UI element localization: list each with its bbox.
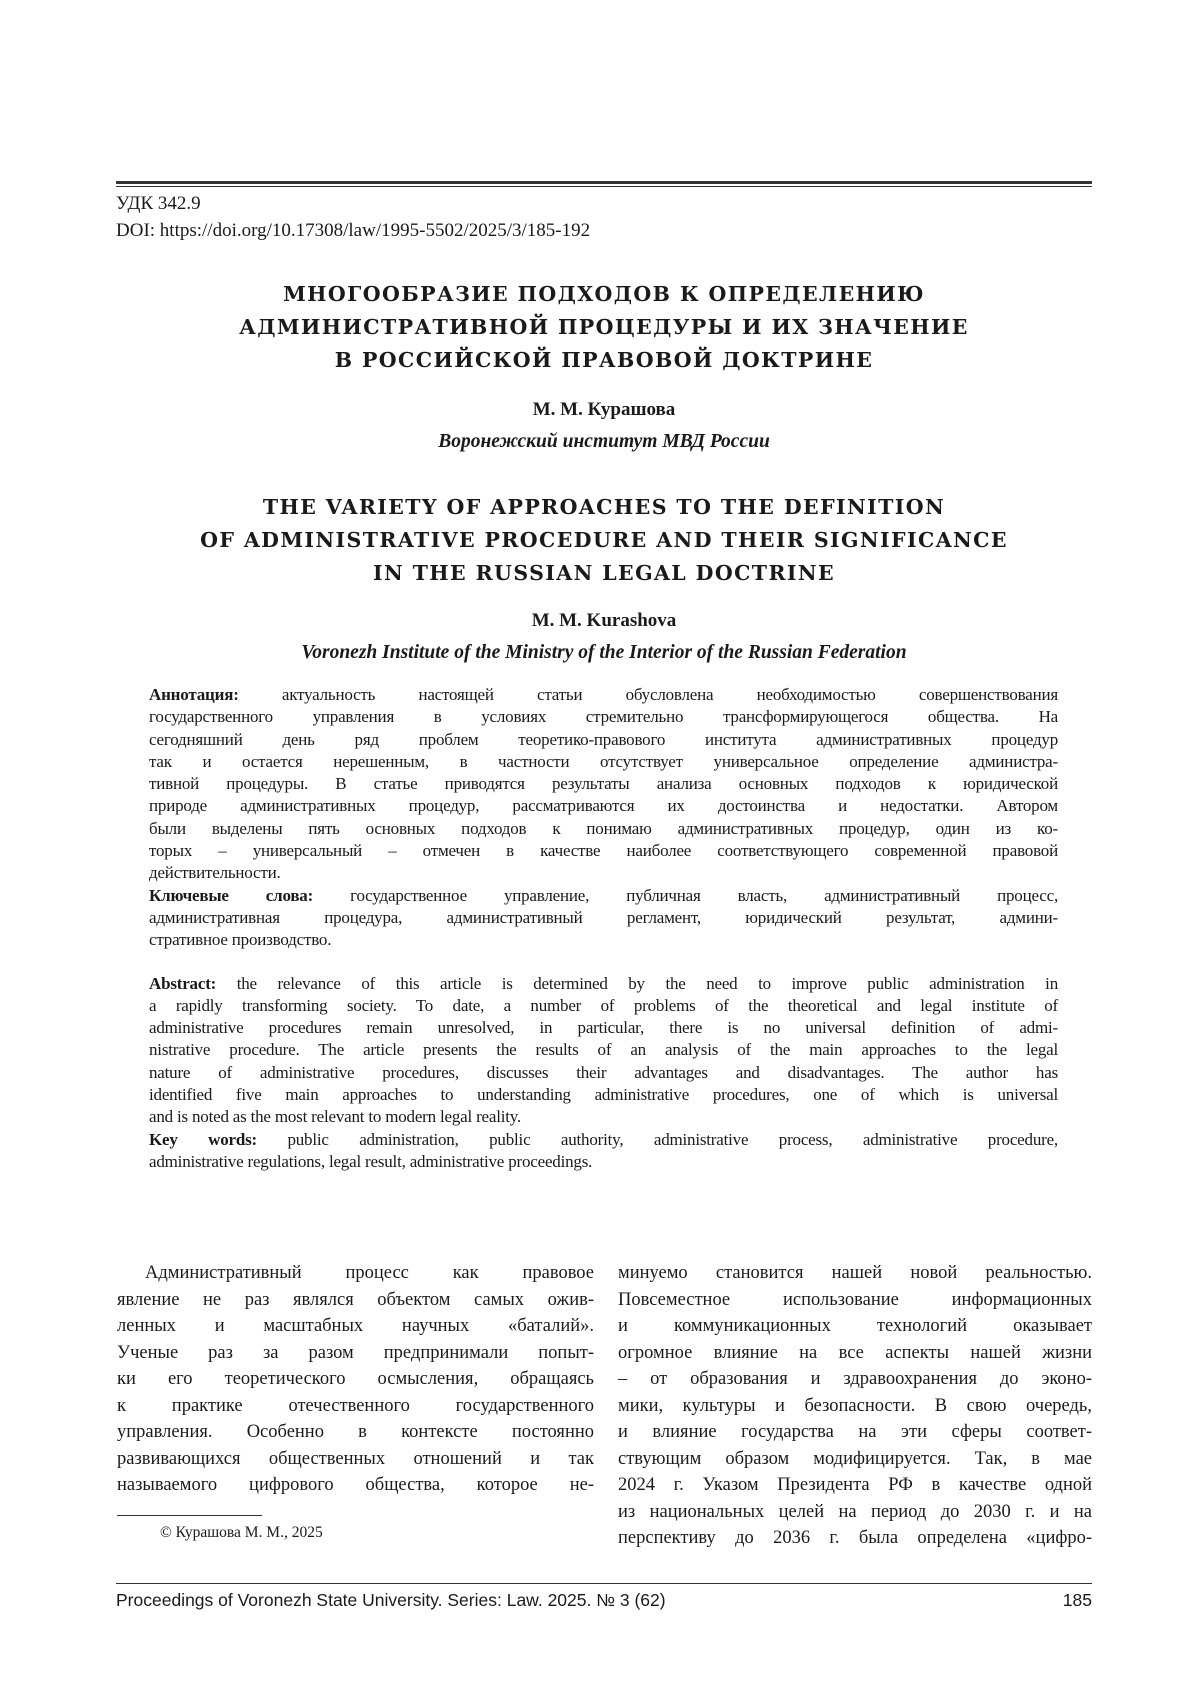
title-ru-line: В РОССИЙСКОЙ ПРАВОВОЙ ДОКТРИНЕ bbox=[116, 344, 1092, 377]
title-ru bbox=[116, 278, 1092, 377]
line-text: стративное производство. bbox=[149, 930, 331, 949]
header-rule bbox=[116, 181, 1092, 184]
body-column-right bbox=[618, 1260, 1092, 1552]
body-line: Административный процесс как правовое bbox=[117, 1260, 594, 1287]
body-line: перспективу до 2036 г. была определена «цифро- bbox=[618, 1525, 1092, 1552]
body-line: 2024 г. Указом Президента РФ в качестве одной bbox=[618, 1472, 1092, 1499]
text-line bbox=[149, 929, 1058, 951]
line-text: and is noted as the most relevant to modern legal reality. bbox=[149, 1107, 521, 1126]
abstract-section bbox=[149, 973, 1058, 1129]
text-line bbox=[149, 706, 1058, 728]
body-line: Повсеместное использование информационных bbox=[618, 1287, 1092, 1314]
text-line bbox=[149, 773, 1058, 795]
body-line: минуемо становится нашей новой реальностью. bbox=[618, 1260, 1092, 1287]
title-en-line: OF ADMINISTRATIVE PROCEDURE AND THEIR SIGNIFICANCE bbox=[116, 524, 1092, 557]
page-number: 185 bbox=[1063, 1590, 1092, 1611]
line-text: государственного управления в условиях стремительно трансформирующегося общества. На bbox=[149, 707, 1058, 726]
text-line bbox=[149, 1106, 1058, 1128]
text-line bbox=[149, 885, 1058, 907]
body-line: явление не раз являлся объектом самых ожив- bbox=[117, 1287, 594, 1314]
text-line bbox=[149, 1062, 1058, 1084]
line-text: administrative regulations, legal result, administrative proceedings. bbox=[149, 1152, 592, 1171]
text-line bbox=[149, 1039, 1058, 1061]
text-line bbox=[149, 751, 1058, 773]
body-line: и коммуникационных технологий оказывает bbox=[618, 1313, 1092, 1340]
body-line: ствующим образом модифицируется. Так, в мае bbox=[618, 1446, 1092, 1473]
text-line bbox=[149, 862, 1058, 884]
body-line: – от образования и здравоохранения до эконо- bbox=[618, 1366, 1092, 1393]
line-text: государственное управление, публичная власть, административный процесс, bbox=[313, 886, 1058, 905]
text-line bbox=[149, 795, 1058, 817]
author-ru: М. М. Курашова bbox=[116, 399, 1092, 421]
body-line: развивающихся общественных отношений и так bbox=[117, 1446, 594, 1473]
line-text: nature of administrative procedures, discusses their advantages and disadvantages. The author has bbox=[149, 1063, 1058, 1082]
line-text: public administration, public authority, administrative process, administrative procedure, bbox=[257, 1130, 1058, 1149]
title-ru-line: МНОГООБРАЗИЕ ПОДХОДОВ К ОПРЕДЕЛЕНИЮ bbox=[116, 278, 1092, 311]
line-text: административная процедура, административный регламент, юридический результат, админи- bbox=[149, 908, 1058, 927]
text-line bbox=[149, 1151, 1058, 1173]
line-text: действительности. bbox=[149, 863, 281, 882]
line-text: administrative procedures remain unresolved, in particular, there is no universal definition of admi- bbox=[149, 1018, 1058, 1037]
line-text: актуальность настоящей статьи обусловлена необходимостью совершенствования bbox=[239, 685, 1058, 704]
title-en bbox=[116, 491, 1092, 590]
body-line: из национальных целей на период до 2030 г. и на bbox=[618, 1499, 1092, 1526]
annotation-section bbox=[149, 684, 1058, 885]
body-line: ки его теоретического осмысления, обращаясь bbox=[117, 1366, 594, 1393]
body-line: Ученые раз за разом предпринимали попыт- bbox=[117, 1340, 594, 1367]
line-text: торых – универсальный – отмечен в качестве наиболее соответствующего современной правовой bbox=[149, 841, 1058, 860]
line-text: the relevance of this article is determined by the need to improve public administration in bbox=[216, 974, 1058, 993]
title-en-line: THE VARIETY OF APPROACHES TO THE DEFINITION bbox=[116, 491, 1092, 524]
body-line: мики, культуры и безопасности. В свою очередь, bbox=[618, 1393, 1092, 1420]
body-line: называемого цифрового общества, которое не- bbox=[117, 1472, 594, 1499]
affiliation-en: Voronezh Institute of the Ministry of the Interior of the Russian Federation bbox=[116, 642, 1092, 664]
body-line: управления. Особенно в контексте постоянно bbox=[117, 1419, 594, 1446]
text-line bbox=[149, 995, 1058, 1017]
section-label: Abstract: bbox=[149, 974, 216, 993]
spacer bbox=[149, 952, 1058, 973]
body-line: ленных и масштабных научных «баталий». bbox=[117, 1313, 594, 1340]
section-label: Ключевые слова: bbox=[149, 886, 313, 905]
line-text: природе административных процедур, рассматриваются их достоинства и недостатки. Автором bbox=[149, 796, 1058, 815]
text-line bbox=[149, 684, 1058, 706]
line-text: так и остается нерешенным, в частности отсутствует универсальное определение администра- bbox=[149, 752, 1058, 771]
section-label: Key words: bbox=[149, 1130, 257, 1149]
line-text: тивной процедуры. В статье приводятся результаты анализа основных подходов к юридической bbox=[149, 774, 1058, 793]
footer-rule bbox=[116, 1583, 1092, 1584]
doi-link[interactable]: DOI: https://doi.org/10.17308/law/1995-5502/2025/3/185-192 bbox=[116, 220, 590, 242]
line-text: identified five main approaches to understanding administrative procedures, one of which is universal bbox=[149, 1085, 1058, 1104]
footnote-rule bbox=[117, 1515, 262, 1516]
body-line: и влияние государства на эти сферы соответ- bbox=[618, 1419, 1092, 1446]
body-line: к практике отечественного государственного bbox=[117, 1393, 594, 1420]
line-text: nistrative procedure. The article presents the results of an analysis of the main approaches to the legal bbox=[149, 1040, 1058, 1059]
text-line bbox=[149, 1084, 1058, 1106]
udc-code: УДК 342.9 bbox=[116, 193, 201, 215]
text-line bbox=[149, 729, 1058, 751]
text-line bbox=[149, 973, 1058, 995]
annotation-block bbox=[149, 684, 1058, 1173]
line-text: a rapidly transforming society. To date, a number of problems of the theoretical and legal institute of bbox=[149, 996, 1058, 1015]
text-line bbox=[149, 1129, 1058, 1151]
line-text: были выделены пять основных подходов к понимаю административных процедур, один из ко- bbox=[149, 819, 1058, 838]
text-line bbox=[149, 1017, 1058, 1039]
author-en: M. M. Kurashova bbox=[116, 610, 1092, 632]
text-line bbox=[149, 818, 1058, 840]
body-column-left bbox=[117, 1260, 594, 1499]
keywords-en-section bbox=[149, 1129, 1058, 1174]
body-line: огромное влияние на все аспекты нашей жизни bbox=[618, 1340, 1092, 1367]
page-footer bbox=[116, 1590, 1092, 1611]
copyright-footnote: © Курашова М. М., 2025 bbox=[160, 1524, 323, 1542]
title-ru-line: АДМИНИСТРАТИВНОЙ ПРОЦЕДУРЫ И ИХ ЗНАЧЕНИЕ bbox=[116, 311, 1092, 344]
text-line bbox=[149, 840, 1058, 862]
journal-name: Proceedings of Voronezh State University. Series: Law. 2025. № 3 (62) bbox=[116, 1590, 666, 1611]
header-rule-thin bbox=[116, 186, 1092, 187]
text-line bbox=[149, 907, 1058, 929]
section-label: Аннотация: bbox=[149, 685, 239, 704]
line-text: сегодняшний день ряд проблем теоретико-правового института административных процедур bbox=[149, 730, 1058, 749]
title-en-line: IN THE RUSSIAN LEGAL DOCTRINE bbox=[116, 557, 1092, 590]
affiliation-ru: Воронежский институт МВД России bbox=[116, 431, 1092, 453]
keywords-ru-section bbox=[149, 885, 1058, 952]
